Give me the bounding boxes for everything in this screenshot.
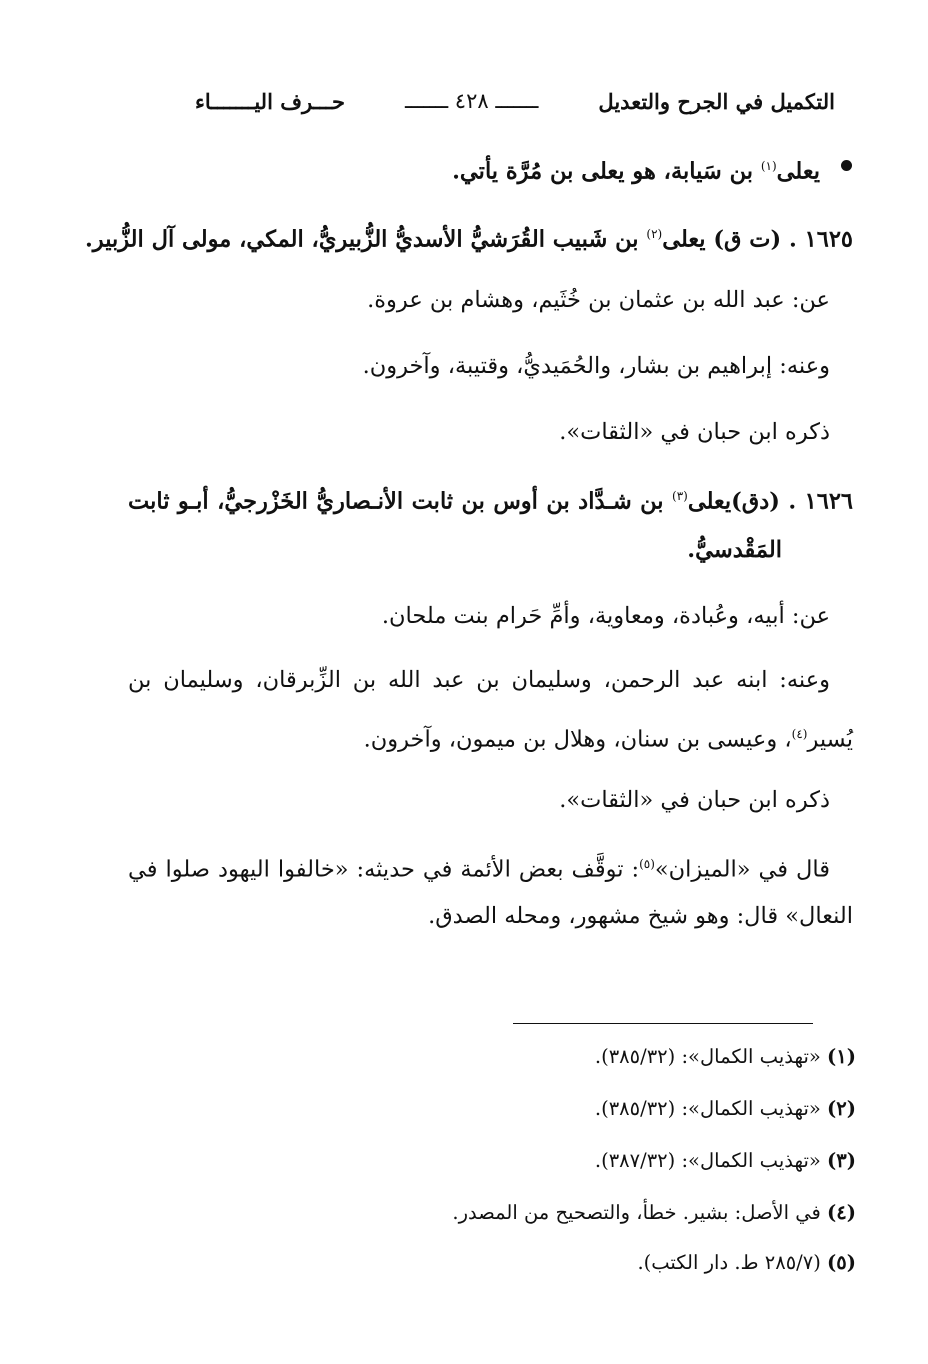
footnote-ref: (٥) <box>639 857 655 871</box>
entry-1626-narrators-2 <box>128 716 853 758</box>
entry-1625-from: عن: عبد الله بن عثمان بن خُثَيم، وهشام بن عروة. <box>367 287 830 313</box>
footnote-number: (١) <box>827 1045 856 1068</box>
footnote-item <box>300 1248 856 1278</box>
quote-source: قال في «الميزان» <box>654 856 830 883</box>
section-title: حـــرف اليـــــــاء <box>195 88 346 114</box>
entry-intro-name: يعلى <box>776 158 820 185</box>
entry-1625-mention: ذكره ابن حبان في «الثقات». <box>559 419 830 445</box>
header-dash-left: ـــــــ <box>405 89 449 113</box>
footnote-number: (٢) <box>827 1097 856 1120</box>
entry-1626-mention: ذكره ابن حبان في «الثقات». <box>559 787 830 813</box>
footnote-number: (٤) <box>827 1201 856 1224</box>
entry-1626-heading-cont: المَقْدسيُّ. <box>687 537 782 563</box>
entry-1626-narrators-1: وعنه: ابنه عبد الرحمن، وسليمان بن عبد الله بن الزِّبرقان، وسليمان بن <box>128 667 830 693</box>
entry-1625-narrators: وعنه: إبراهيم بن بشار، والحُمَيديُّ، وقتيبة، وآخرون. <box>362 353 830 379</box>
entry-1626-quote-2: النعال» قال: وهو شيخ مشهور، ومحله الصدق. <box>428 903 853 929</box>
page-number: ٤٢٨ <box>454 89 489 113</box>
footnote-item <box>300 1198 856 1228</box>
footnote-text: (٢٨٥/٧ ط. دار الكتب). <box>637 1251 821 1274</box>
footnote-text: «تهذيب الكمال»: (٣٨٥/٣٢). <box>594 1097 821 1120</box>
footnote-number: (٥) <box>827 1251 856 1274</box>
footnote-item <box>300 1042 856 1072</box>
narrators-rest: ، وعيسى بن سنان، وهلال بن ميمون، وآخرون. <box>363 726 792 753</box>
page-number-group <box>405 89 538 113</box>
narrator-name: يُسير <box>807 726 853 753</box>
footnote-ref: (١) <box>760 159 777 173</box>
entry-intro-text: بن سَيابة، هو يعلى بن مُرَّة يأتي. <box>452 158 753 185</box>
running-header <box>195 84 835 118</box>
footnote-text: في الأصل: بشير. خطأ، والتصحيح من المصدر. <box>452 1201 821 1224</box>
footnote-text: «تهذيب الكمال»: (٣٨٥/٣٢). <box>594 1045 821 1068</box>
entry-1626-from: عن: أبيه، وعُبادة، ومعاوية، وأمِّ حَرام بنت ملحان. <box>381 603 830 629</box>
entry-heading: (دق)يعلى <box>687 488 780 515</box>
entry-1626-quote-1 <box>128 846 830 888</box>
footnote-text: «تهذيب الكمال»: (٣٨٧/٣٢). <box>594 1149 821 1172</box>
footnote-item <box>300 1094 856 1124</box>
entry-1626-heading <box>128 478 853 520</box>
entry-number: ١٦٢٥ . <box>788 226 853 253</box>
entry-intro <box>128 148 820 190</box>
bullet-icon <box>841 160 852 171</box>
entry-number: ١٦٢٦ . <box>788 488 853 515</box>
book-title: التكميل في الجرح والتعديل <box>598 88 835 114</box>
entry-1625-heading <box>84 216 853 258</box>
footnote-separator <box>513 1023 813 1024</box>
footnote-number: (٣) <box>827 1149 856 1172</box>
footnote-ref: (٢) <box>646 227 663 241</box>
footnote-item <box>300 1146 856 1176</box>
header-dash-right: ـــــــ <box>495 89 539 113</box>
footnote-ref: (٣) <box>672 489 688 503</box>
quote-text: : توقَّف بعض الأئمة في حديثه: «خالفوا اليهود صلوا في <box>128 856 640 883</box>
footnote-ref: (٤) <box>791 727 808 741</box>
entry-heading-rest: بن شـدَّاد بن أوس بن ثابت الأنـصاريُّ الخَزْرجيُّ، أبـو ثابت <box>128 488 664 515</box>
entry-heading: (ت ق) يعلى <box>662 226 782 253</box>
entry-heading-rest: بن شَبيب القُرَشيُّ الأسديُّ الزُّبيريُّ، المكي، مولى آل الزُّبير. <box>84 226 639 253</box>
